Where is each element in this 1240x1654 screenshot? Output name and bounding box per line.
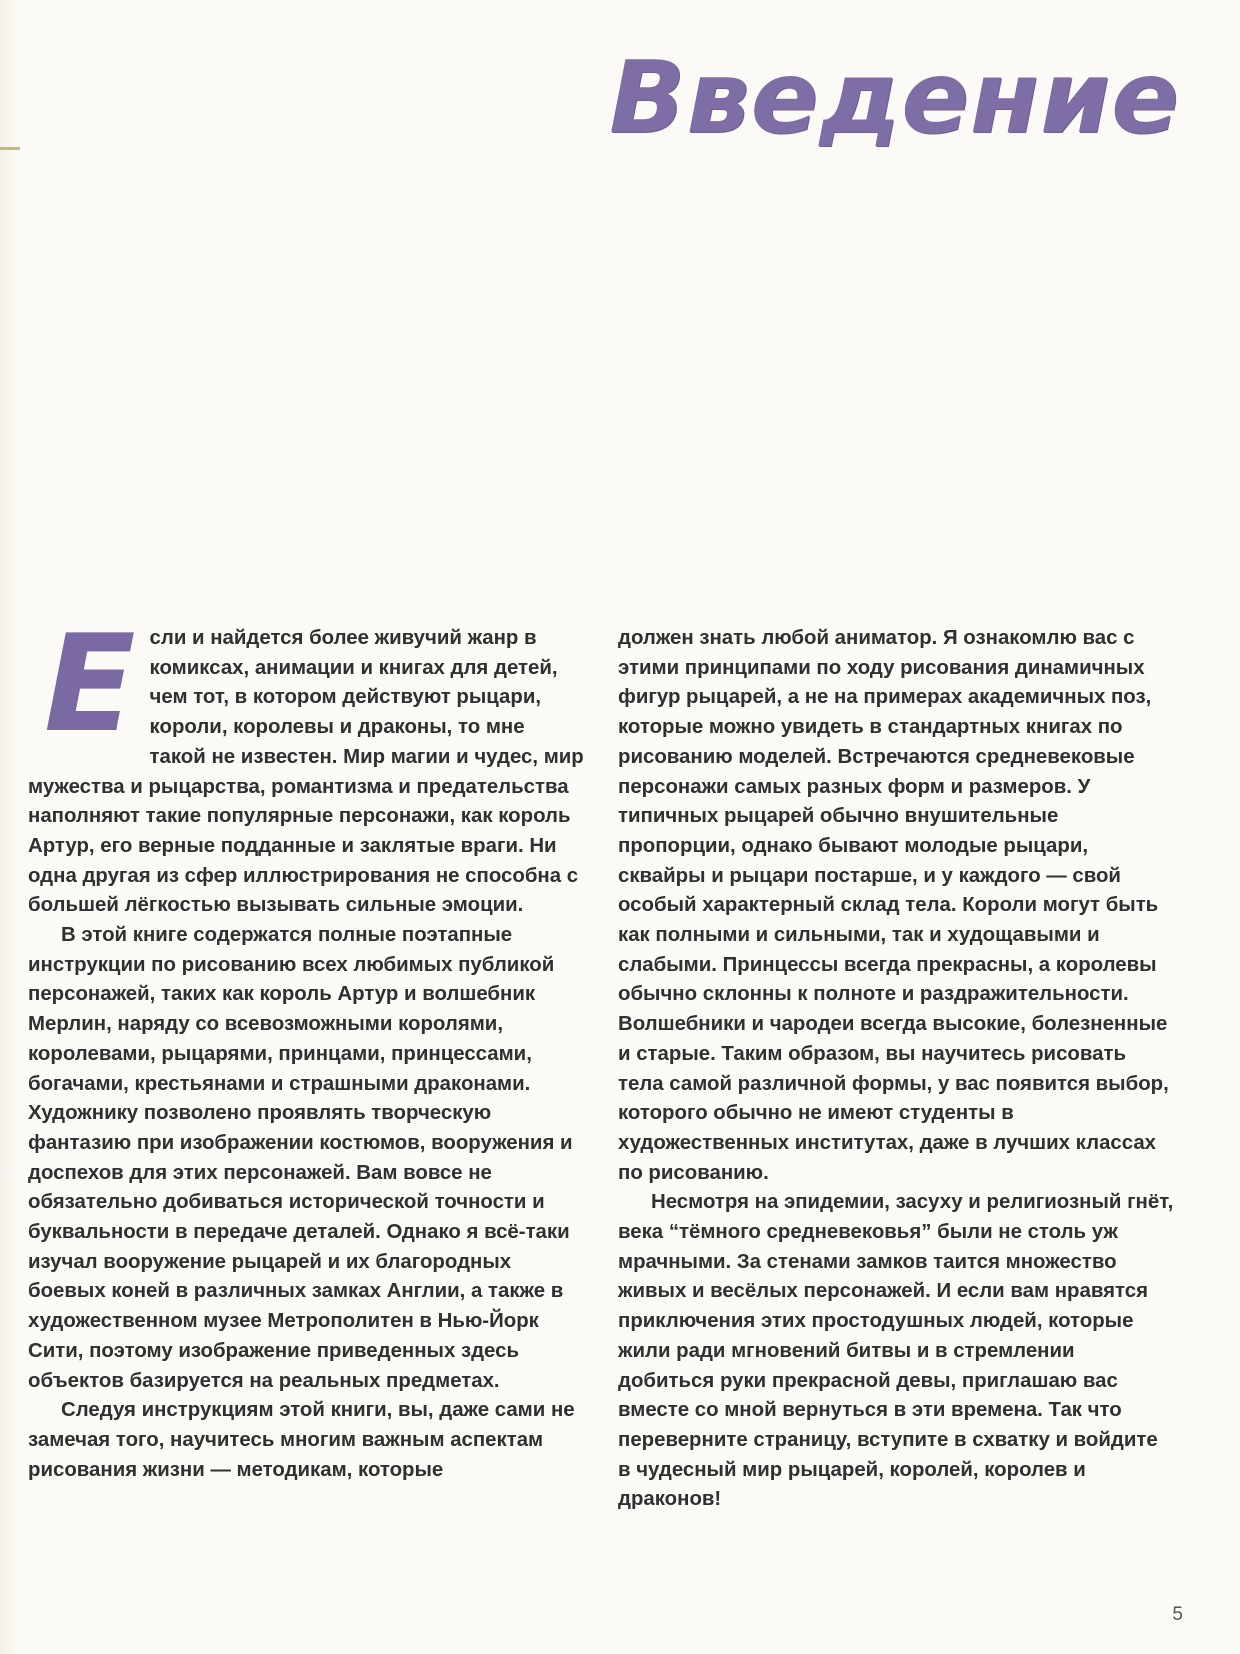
- text-column-right: [618, 624, 1174, 1515]
- paragraph: В этой книге содержатся полные поэтапные инструкции по рисованию всех любимых публикой персонажей, таких как король Артур и волшебник Мерлин, наряду со всевозможными королями, королевами, рыцарями, принцами, принцессами, богачами, крестьянами и страшными драконами. Художнику позволено проявлять творческую фантазию при изображении костюмов, вооружения и доспехов для этих персонажей. Вам вовсе не обязательно добиваться исторической точности и буквальности в передаче деталей. Однако я всё-таки изучал вооружение рыцарей и их благородных боевых коней в различных замках Англии, а также в художественном музее Метрополитен в Нью-Йорк Сити, поэтому изображение приведенных здесь объектов базируется на реальных предметах.: [28, 924, 573, 1392]
- page-edge-mark: [0, 147, 20, 150]
- paragraph: [28, 606, 584, 921]
- page-title: Введение: [609, 39, 1180, 156]
- paragraph: Следуя инструкциям этой книги, вы, даже сами не замечая того, научитесь многим важным аспектам рисования жизни — методикам, которые: [28, 1399, 575, 1481]
- text-column-left: [28, 606, 584, 1485]
- paragraph: Несмотря на эпидемии, засуху и религиозный гнёт, века “тёмного средневековья” были не столь уж мрачными. За стенами замков таится множество живых и весёлых персонажей. И если вам нравятся приключения этих простодушных людей, которые жили ради мгновений битвы и в стремлении добиться руки прекрасной девы, приглашаю вас вместе со мной вернуться в эти времена. Так что переверните страницу, вступите в схватку и войдите в чудесный мир рыцарей, королей, королев и драконов!: [618, 1191, 1174, 1511]
- paragraph: должен знать любой аниматор. Я ознакомлю вас с этими принципами по ходу рисования динамичных фигур рыцарей, а не на примерах академичных поз, которые можно увидеть в стандартных книгах по рисованию моделей. Встречаются средневековые персонажи самых разных форм и размеров. У типичных рыцарей обычно внушительные пропорции, однако бывают молодые рыцари, сквайры и рыцари постарше, и у каждого — свой особый характерный склад тела. Короли могут быть как полными и сильными, так и худощавыми и слабыми. Принцессы всегда прекрасны, а королевы обычно склонны к полноте и раздражительности. Волшебники и чародеи всегда высокие, болезненные и старые. Таким образом, вы научитесь рисовать тела самой различной формы, у вас появится выбор, которого обычно не имеют студенты в художественных институтах, даже в лучших классах по рисованию.: [618, 627, 1169, 1184]
- paragraph-text: сли и найдется более живучий жанр в комиксах, анимации и книгах для детей, чем тот, в котором действуют рыцари, короли, королевы и драконы, то мне такой не известен. Мир магии и чудес, мир мужества и рыцарства, романтизма и предательства наполняют такие популярные персонажи, как король Артур, его верные подданные и заклятые враги. Ни одна другая из сфер иллюстрирования не способна с большей лёгкостью вызывать сильные эмоции.: [28, 627, 584, 917]
- drop-cap: Е: [44, 606, 136, 762]
- page-number: 5: [1172, 1604, 1183, 1625]
